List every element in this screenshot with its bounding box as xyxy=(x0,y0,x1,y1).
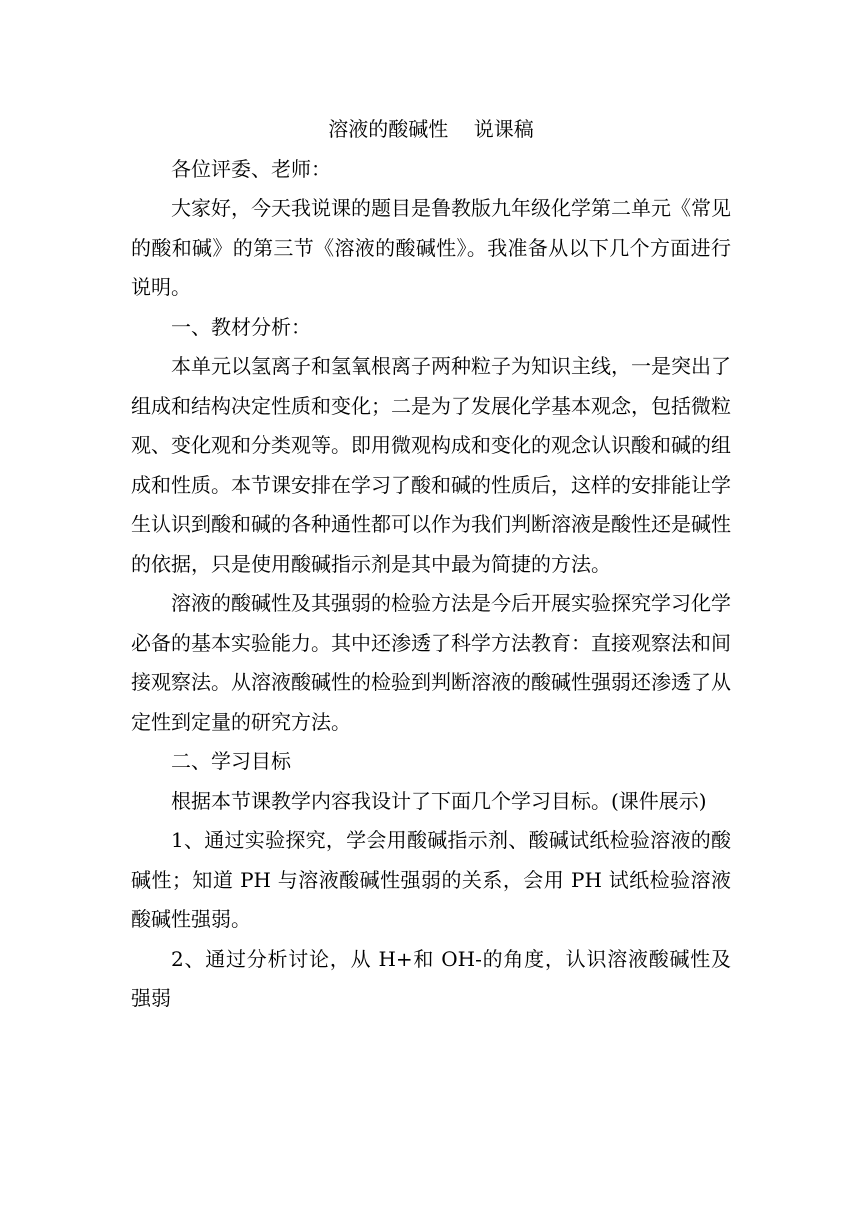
page-title: 溶液的酸碱性 说课稿 xyxy=(328,117,534,141)
section-heading-learning-goals: 二、学习目标 xyxy=(171,749,291,773)
document-body xyxy=(131,110,731,1019)
learning-goal-1: 1、通过实验探究，学会用酸碱指示剂、酸碱试纸检验溶液的酸碱性；知道 PH 与溶液酸碱性强弱的关系，会用 PH 试纸检验溶液酸碱性强弱。 xyxy=(131,828,731,931)
intro-paragraph: 大家好，今天我说课的题目是鲁教版九年级化学第二单元《常见的酸和碱》的第三节《溶液的酸碱性》。我准备从以下几个方面进行说明。 xyxy=(131,196,731,299)
learning-goal-2: 2、通过分析讨论，从 H+和 OH-的角度，认识溶液酸碱性及强弱 xyxy=(131,946,731,1010)
learning-goals-intro: 根据本节课教学内容我设计了下面几个学习目标。(课件展示) xyxy=(171,788,707,813)
section-heading-textbook-analysis: 一、教材分析： xyxy=(171,314,311,339)
textbook-analysis-paragraph-1: 本单元以氢离子和氢氧根离子两种粒子为知识主线，一是突出了组成和结构决定性质和变化；二是为了发展化学基本观念，包括微粒观、变化观和分类观等。即用微观构成和变化的观念认识酸和碱的组成和性质。本节课安排在学习了酸和碱的性质后，这样的安排能让学生认识到酸和碱的各种通性都可以作为我们判断溶液是酸性还是碱性的依据，只是使用酸碱指示剂是其中最为简捷的方法。 xyxy=(131,354,731,576)
textbook-analysis-paragraph-2: 溶液的酸碱性及其强弱的检验方法是今后开展实验探究学习化学必备的基本实验能力。其中还渗透了科学方法教育：直接观察法和间接观察法。从溶液酸碱性的检验到判断溶液的酸碱性强弱还渗透了从定性到定量的研究方法。 xyxy=(131,591,731,734)
greeting-paragraph: 各位评委、老师： xyxy=(171,156,331,181)
